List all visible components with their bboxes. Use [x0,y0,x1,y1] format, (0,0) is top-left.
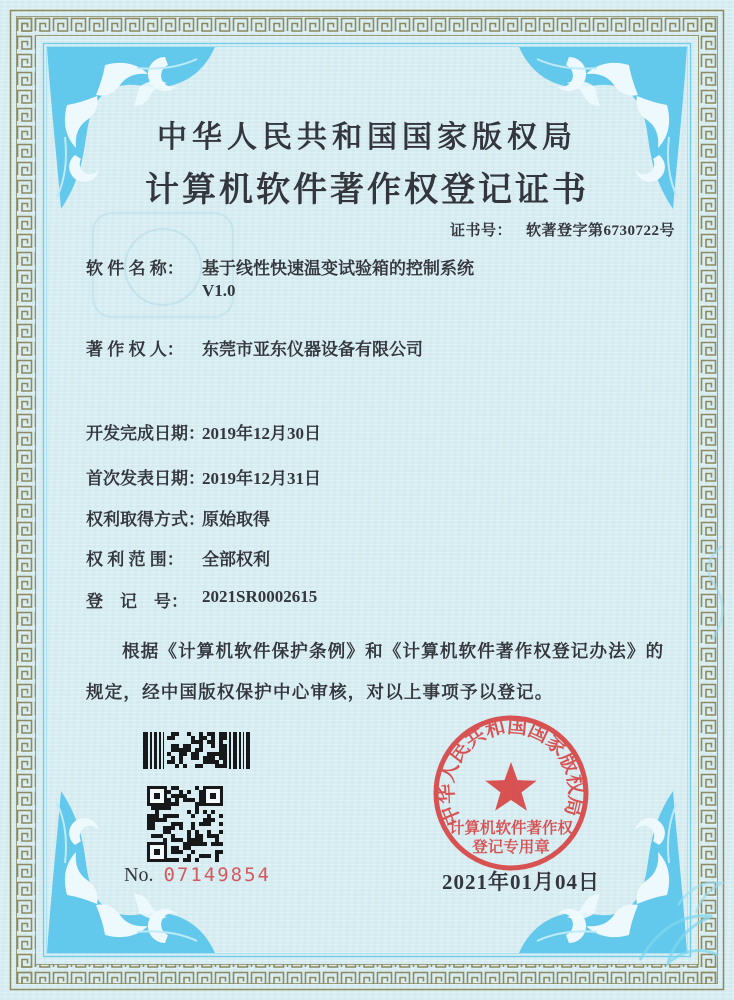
field-value: 全部权利 [202,550,270,569]
field-label: 权利取得方式： [86,510,205,529]
barcode-2d-icon [143,732,250,769]
certificate-number-line [450,219,675,240]
seal-arc-text: 中华人民共和国国家版权局 [435,715,587,829]
outer-frame-line [11,11,724,990]
statement-line-2: 规定，经中国版权保护中心审核，对以上事项予以登记。 [86,682,554,702]
field-value: 2019年12月30日 [202,424,321,443]
field-row-dev-complete-date [86,419,321,444]
field-value: 2021SR0002615 [202,587,318,606]
field-label: 权 利 范 围： [86,550,184,569]
field-label: 开发完成日期： [86,424,205,443]
serial-number-line [124,864,271,887]
field-row-software-name [86,254,474,279]
field-value: 原始取得 [202,510,270,529]
field-row-first-publish-date [86,464,321,489]
red-official-seal-star-icon [430,712,592,874]
statement-line-1: 根据《计算机软件保护条例》和《计算机软件著作权登记办法》的 [122,641,665,661]
field-label: 著 作 权 人： [86,340,184,359]
field-value: 基于线性快速温变试验箱的控制系统 [202,259,474,278]
seal-star-icon [485,762,536,811]
field-row-registration-number [86,587,318,612]
certificate-number-label: 证书号： [450,223,513,239]
serial-number: 07149854 [163,864,271,886]
software-version: V1.0 [202,281,236,300]
field-label: 软 件 名 称： [86,259,184,278]
serial-prefix: No. [124,864,154,886]
field-value: 东莞市亚东仪器设备有限公司 [202,340,423,359]
field-label: 登 记 号： [86,592,188,611]
issue-date: 2021年01月04日 [442,870,600,894]
field-row-rights-scope [86,545,270,570]
seal-text-line-2: 登记专用章 [472,839,550,856]
seal-text-line-1: 计算机软件著作权 [448,820,574,837]
issuer-title: 中华人民共和国国家版权局 [157,121,577,154]
certificate-title: 计算机软件著作权登记证书 [145,172,589,209]
field-row-rights-acquisition [86,505,270,530]
barcode-data-region [167,732,227,769]
field-value: 2019年12月31日 [202,469,321,488]
field-label: 首次发表日期： [86,469,205,488]
certificate-number-value: 软著登字第6730722号 [526,223,676,239]
qr-code-icon [147,786,223,862]
field-row-copyright-holder [86,335,423,360]
